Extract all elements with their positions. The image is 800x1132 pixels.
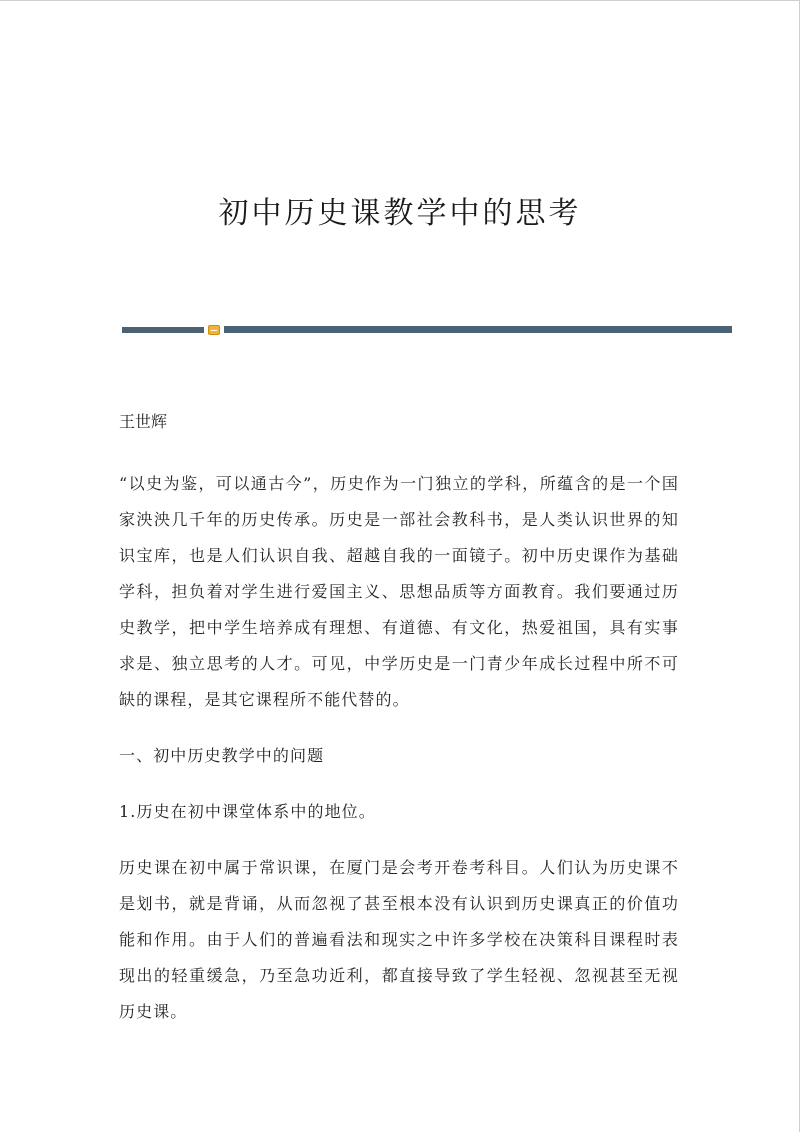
section-heading: 一、初中历史教学中的问题 [119,746,325,765]
divider-bar-right [224,326,732,333]
title-divider [122,326,732,334]
article-body [119,405,679,1050]
document-icon [208,325,220,335]
page-title: 初中历史课教学中的思考 [218,196,582,231]
subsection-heading: 1.历史在初中课堂体系中的地位。 [119,802,376,821]
intro-paragraph: “以史为鉴，可以通古今”，历史作为一门独立的学科，所蕴含的是一个国家泱泱几千年的历史传承。历史是一部社会教科书，是人类认识世界的知识宝库，也是人们认识自我、超越自我的一面镜子。初中历史课作为基础学科，担负着对学生进行爱国主义、思想品质等方面教育。我们要通过历史教学，把中学生培养成有理想、有道德、有文化，热爱祖国，具有实事求是、独立思考的人才。可见，中学历史是一门青少年成长过程中所不可缺的课程，是其它课程所不能代替的。 [119,474,679,709]
body-paragraph: 历史课在初中属于常识课，在厦门是会考开卷考科目。人们认为历史课不是划书，就是背诵，从而忽视了甚至根本没有认识到历史课真正的价值功能和作用。由于人们的普遍看法和现实之中许多学校在决策科目课程时表现出的轻重缓急，乃至急功近利，都直接导致了学生轻视、忽视甚至无视历史课。 [119,858,679,1021]
page-border-top [0,0,800,1]
divider-bar-left [122,327,204,333]
author-name: 王世辉 [119,412,168,431]
